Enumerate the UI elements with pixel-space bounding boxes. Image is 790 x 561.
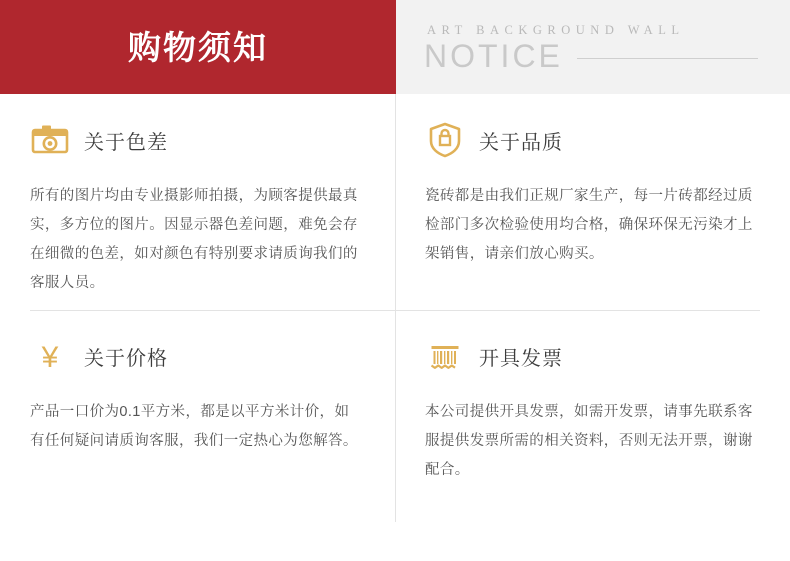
header-right-block [396, 0, 790, 94]
section-title: 关于色差 [84, 131, 168, 154]
notice-grid [0, 94, 790, 561]
section-body: 本公司提供开具发票，如需开发票，请事先联系客服提供发票所需的相关资料，否则无法开票，谢谢配合。 [425, 404, 753, 478]
header-subtitle-en: ART BACKGROUND WALL [427, 22, 685, 37]
header-notice-row [424, 37, 790, 74]
header-red-banner [0, 0, 396, 94]
section-header [30, 116, 395, 164]
section-body: 所有的图片均由专业摄影师拍摄，为顾客提供最真实，多方位的图片。因显示器色差问题，难免会存在细微的色差，如对颜色有特别要求请质询我们的客服人员。 [30, 188, 358, 291]
yuan-price-icon [30, 336, 70, 376]
vertical-divider [395, 94, 396, 522]
svg-text:¥: ¥ [41, 341, 59, 374]
header-divider-rule [577, 58, 758, 59]
notice-section-color [30, 116, 395, 298]
horizontal-divider [30, 310, 760, 311]
header-notice-en: NOTICE [424, 37, 563, 74]
notice-section-invoice [425, 332, 790, 485]
section-header [425, 332, 790, 380]
section-title: 关于价格 [84, 347, 168, 370]
section-body: 产品一口价为0.1平方米，都是以平方米计价，如有任何疑问请质询客服，我们一定热心为您解答。 [30, 404, 358, 449]
page-header [0, 0, 790, 94]
section-header [30, 332, 395, 380]
invoice-icon [425, 336, 465, 376]
section-header [425, 116, 790, 164]
page-title: 购物须知 [128, 28, 268, 66]
notice-section-price [30, 332, 395, 456]
section-body: 瓷砖都是由我们正规厂家生产，每一片砖都经过质检部门多次检验使用均合格，确保环保无污染才上架销售，请亲们放心购买。 [425, 188, 753, 262]
section-title: 关于品质 [479, 131, 563, 154]
notice-section-quality [425, 116, 790, 269]
section-title: 开具发票 [479, 347, 563, 370]
shield-quality-icon [425, 120, 465, 160]
camera-icon [30, 120, 70, 160]
